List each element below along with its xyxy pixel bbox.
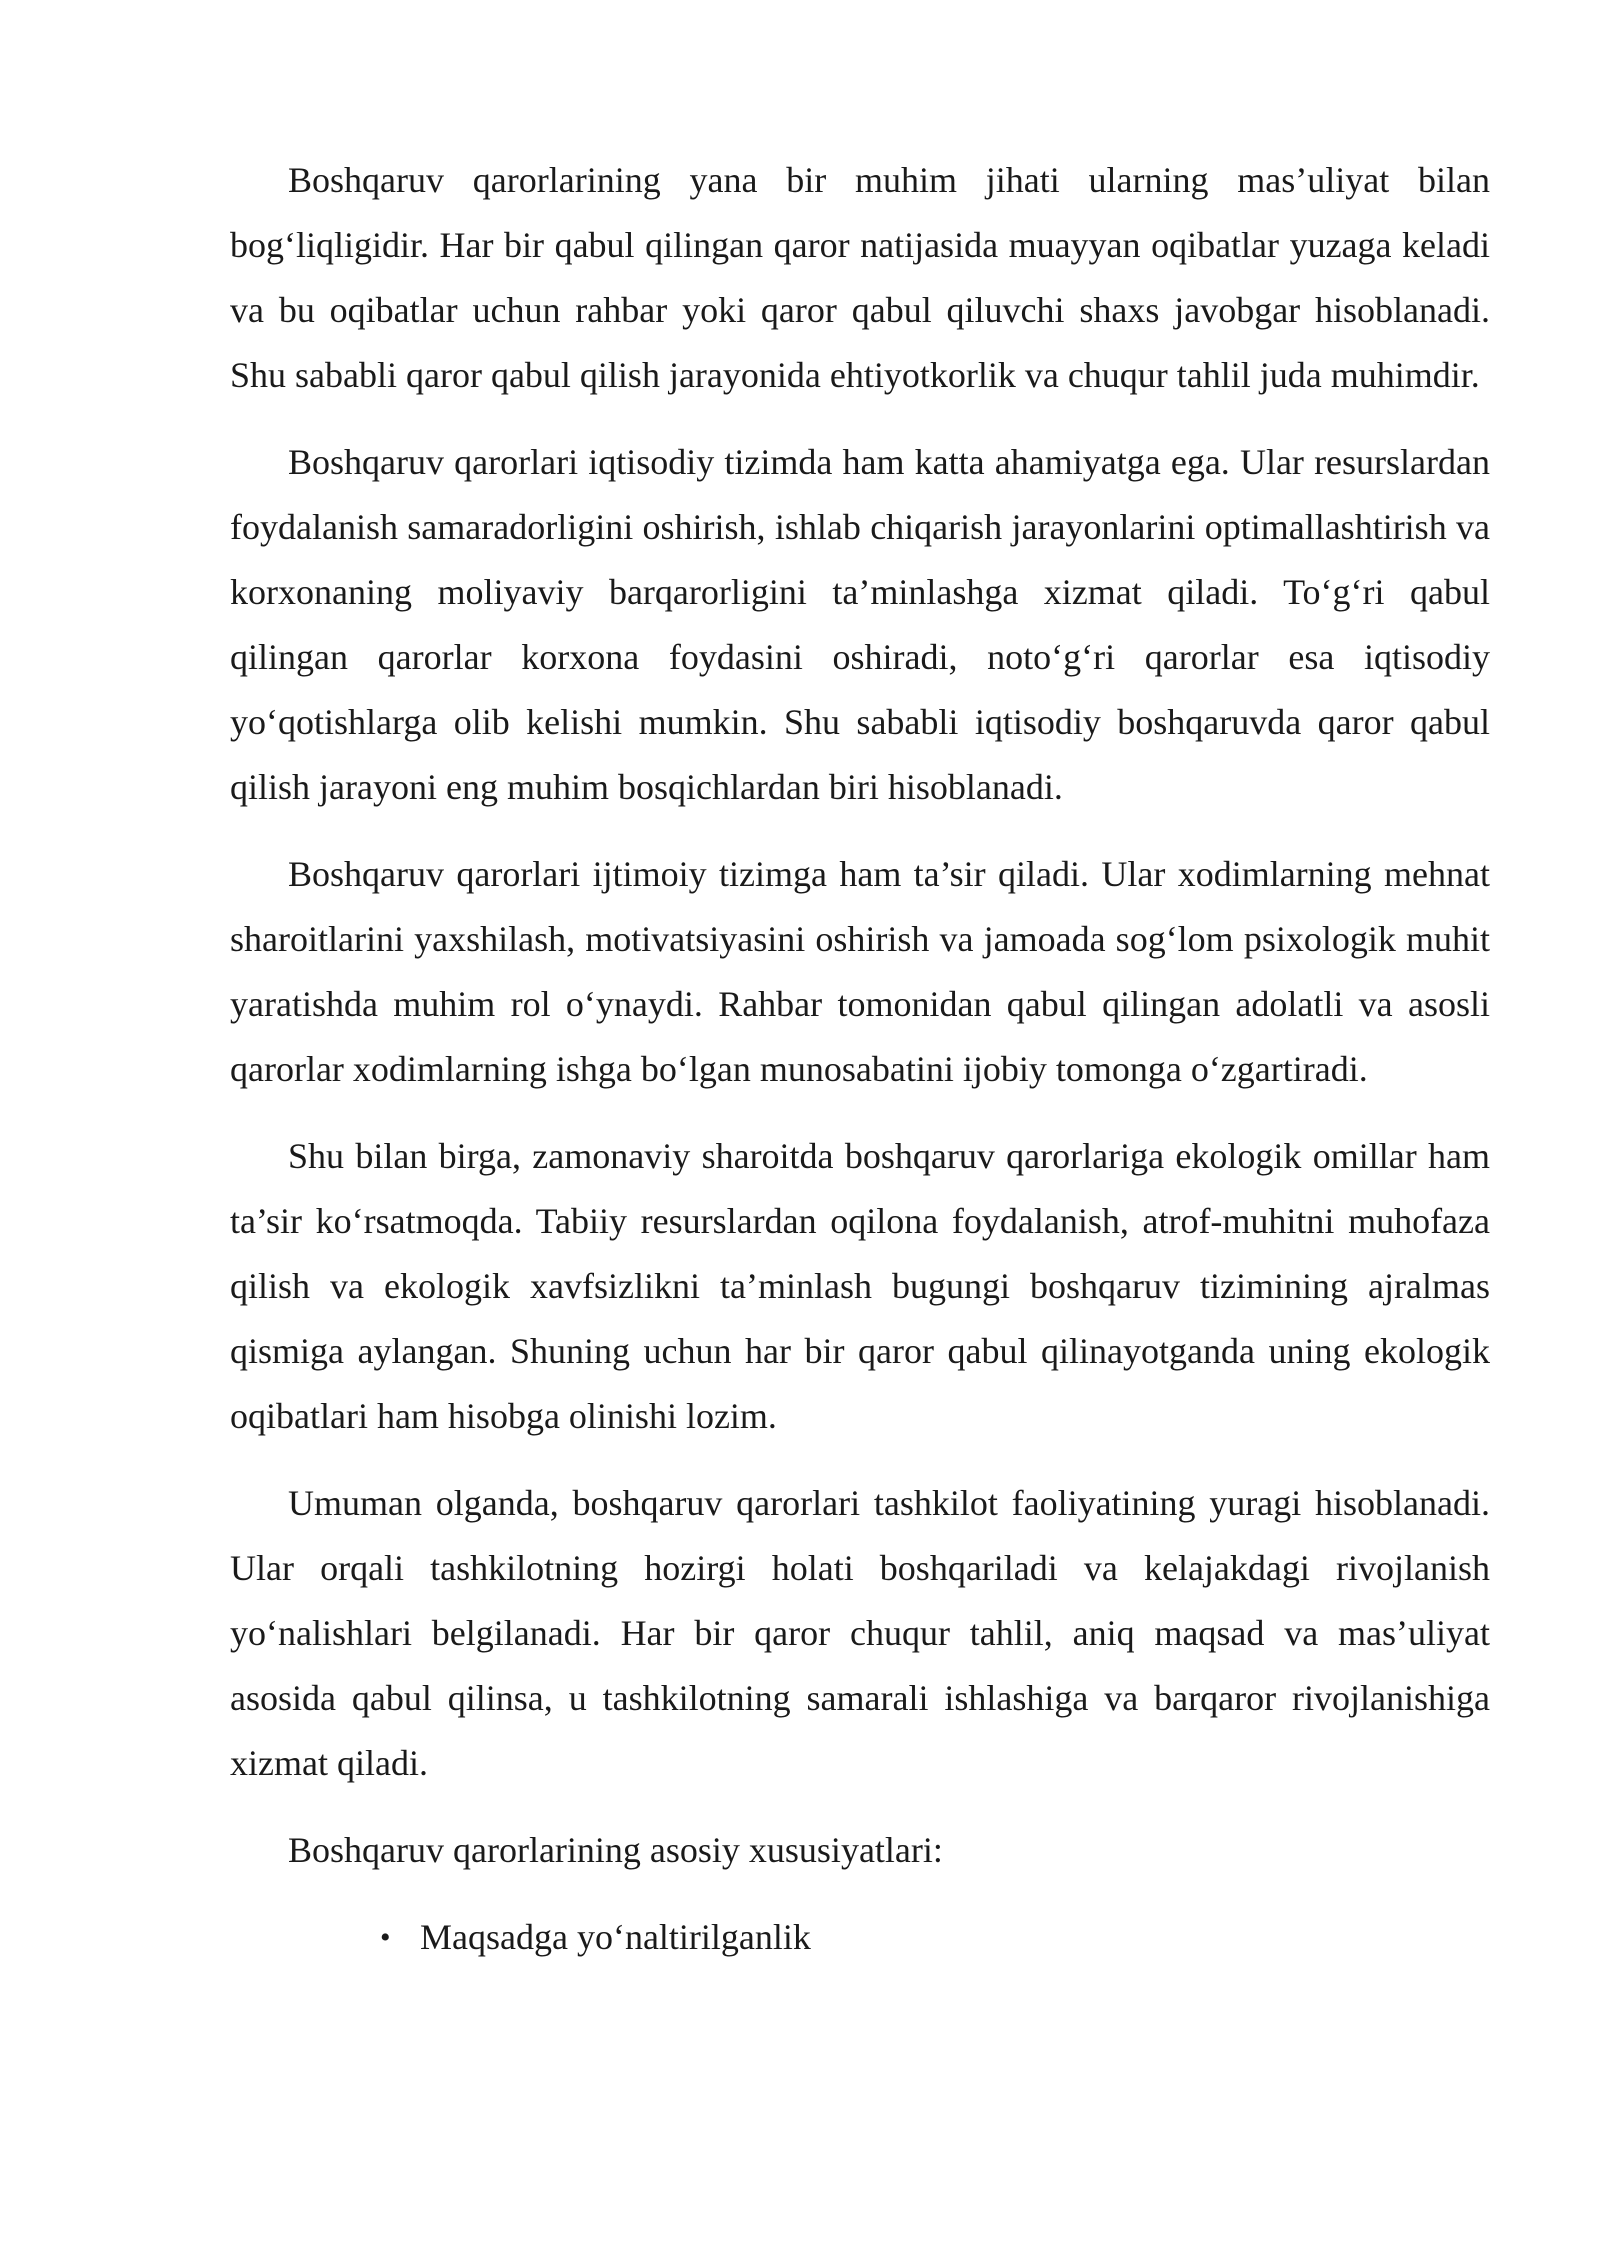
list-item	[230, 1905, 1490, 1970]
paragraph-economic-system: Boshqaruv qarorlari iqtisodiy tizimda ham katta ahamiyatga ega. Ular resurslardan foydalanish samaradorligini oshirish, ishlab chiqarish jarayonlarini optimallashtirish va korxonaning moliyaviy barqarorligini ta’minlashga xizmat qiladi. To‘g‘ri qabul qilingan qarorlar korxona foydasini oshiradi, noto‘g‘ri qarorlar esa iqtisodiy yo‘qotishlarga olib kelishi mumkin. Shu sababli iqtisodiy boshqaruvda qaror qabul qilish jarayoni eng muhim bosqichlardan biri hisoblanadi.	[230, 442, 1490, 807]
paragraph-social-system: Boshqaruv qarorlari ijtimoiy tizimga ham ta’sir qiladi. Ular xodimlarning mehnat sharoitlarini yaxshilash, motivatsiyasini oshirish va jamoada sog‘lom psixologik muhit yaratishda muhim rol o‘ynaydi. Rahbar tomonidan qabul qilingan adolatli va asosli qarorlar xodimlarning ishga bo‘lgan munosabatini ijobiy tomonga o‘zgartiradi.	[230, 854, 1490, 1089]
paragraph-responsibility: Boshqaruv qarorlarining yana bir muhim jihati ularning mas’uliyat bilan bog‘liqligidir. Har bir qabul qilingan qaror natijasida muayyan oqibatlar yuzaga keladi va bu oqibatlar uchun rahbar yoki qaror qabul qiluvchi shaxs javobgar hisoblanadi. Shu sababli qaror qabul qilish jarayonida ehtiyotkorlik va chuqur tahlil juda muhimdir.	[230, 160, 1490, 395]
document-body	[230, 148, 1490, 1970]
list-item-text: Maqsadga yo‘naltirilganlik	[420, 1917, 811, 1957]
paragraph-ecological-factors: Shu bilan birga, zamonaviy sharoitda boshqaruv qarorlariga ekologik omillar ham ta’sir ko‘rsatmoqda. Tabiiy resurslardan oqilona foydalanish, atrof-muhitni muhofaza qilish va ekologik xavfsizlikni ta’minlash bugungi boshqaruv tizimining ajralmas qismiga aylangan. Shuning uchun har bir qaror qabul qilinayotganda uning ekologik oqibatlari ham hisobga olinishi lozim.	[230, 1136, 1490, 1436]
paragraph-conclusion: Umuman olganda, boshqaruv qarorlari tashkilot faoliyatining yuragi hisoblanadi. Ular orqali tashkilotning hozirgi holati boshqariladi va kelajakdagi rivojlanish yo‘nalishlari belgilanadi. Har bir qaror chuqur tahlil, aniq maqsad va mas’uliyat asosida qabul qilinsa, u tashkilotning samarali ishlashiga va barqaror rivojlanishiga xizmat qiladi.	[230, 1483, 1490, 1783]
paragraph-list-intro: Boshqaruv qarorlarining asosiy xususiyatlari:	[288, 1830, 943, 1870]
features-list	[230, 1905, 1490, 1970]
bullet-icon: •	[380, 1921, 391, 1954]
